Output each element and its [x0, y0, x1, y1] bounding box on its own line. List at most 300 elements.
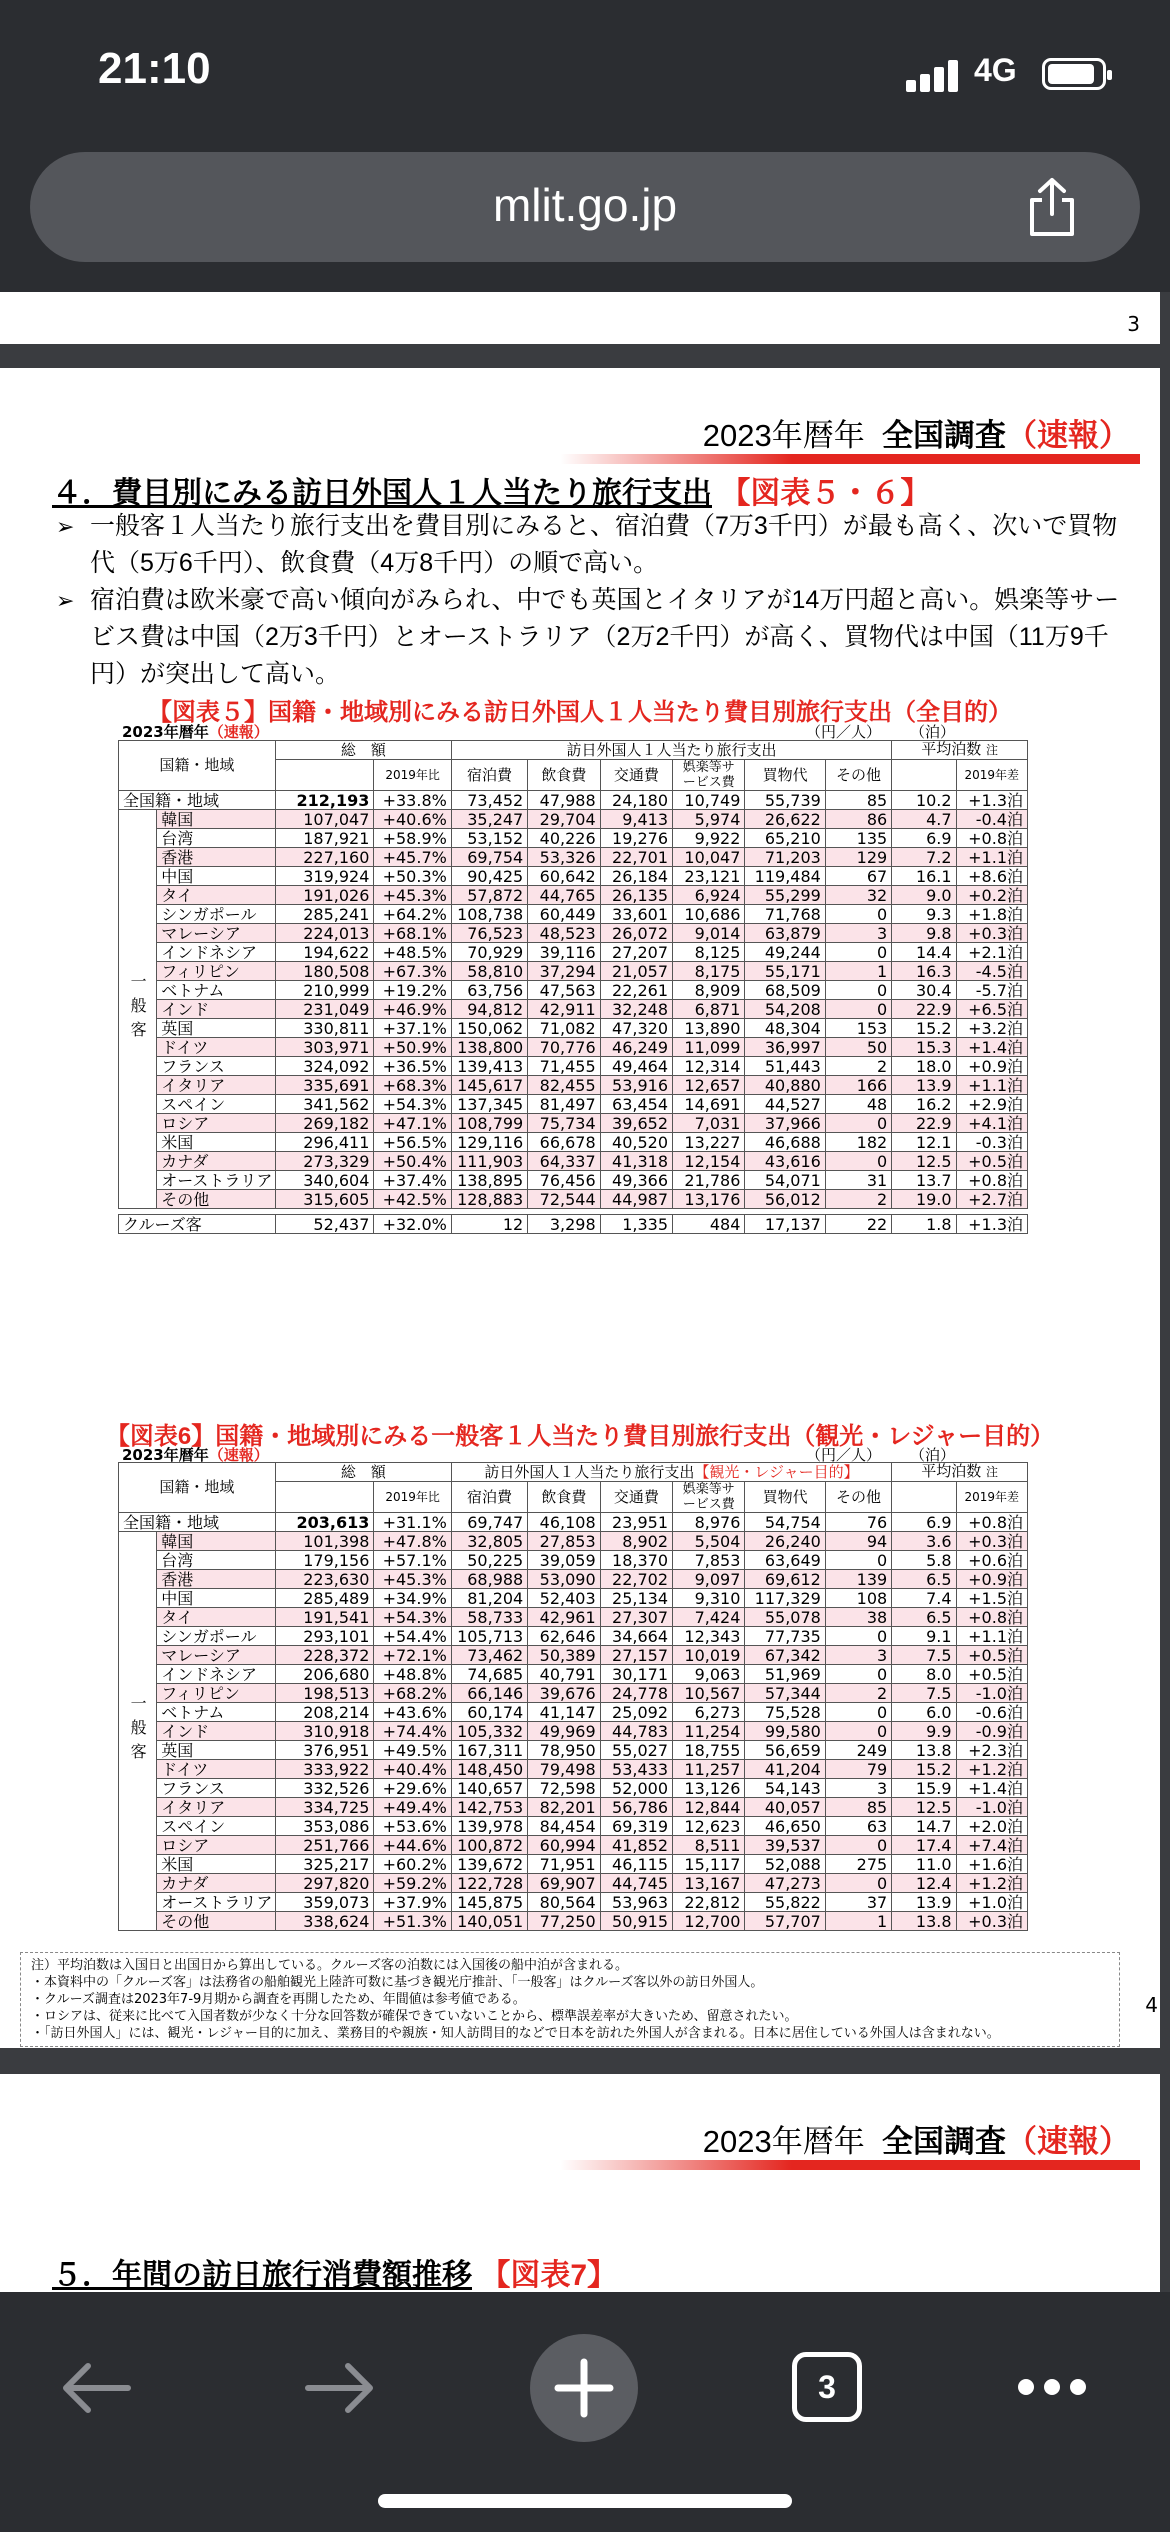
- table-cell: 122,728: [451, 1874, 527, 1893]
- row-label: ドイツ: [157, 1760, 276, 1779]
- table-cell: -4.5泊: [956, 962, 1027, 981]
- table-cell: 78,950: [528, 1741, 600, 1760]
- table-cell: +0.9泊: [956, 1057, 1027, 1076]
- page-header: [703, 410, 1130, 455]
- col-entertainment: 娯楽等サービス費: [673, 1482, 745, 1513]
- section-title: ５．年間の訪日旅行消費額推移: [52, 2259, 472, 2292]
- table-cell: +64.2%: [374, 905, 451, 924]
- table-row: [119, 848, 1028, 867]
- row-label: ロシア: [157, 1114, 276, 1133]
- row-label: カナダ: [157, 1874, 276, 1893]
- table-cell: 72,598: [528, 1779, 600, 1798]
- table-cell: 46,650: [745, 1817, 825, 1836]
- table-row: [119, 1114, 1028, 1133]
- table-cell: 101,398: [275, 1532, 374, 1551]
- table-cell: +48.8%: [374, 1665, 451, 1684]
- table-cell: 50,915: [600, 1912, 672, 1931]
- footnote-line: ・クルーズ調査は2023年7-9月期から調査を再開したため、年間値は参考値である。: [31, 1992, 526, 2007]
- table-cell: +1.6泊: [956, 1855, 1027, 1874]
- table-cell: 26,135: [600, 886, 672, 905]
- table-row: [119, 1608, 1028, 1627]
- url-text[interactable]: mlit.go.jp: [492, 179, 678, 231]
- table-cell: 75,528: [745, 1703, 825, 1722]
- table-cell: +2.1泊: [956, 943, 1027, 962]
- table-cell: 108,738: [451, 905, 527, 924]
- table-cell: 54,754: [745, 1513, 825, 1532]
- table-cell: 9,922: [673, 829, 745, 848]
- row-label: フランス: [157, 1057, 276, 1076]
- table-cell: 15.9: [892, 1779, 956, 1798]
- col-food: 飲食費: [528, 1482, 600, 1513]
- table-cell: 66,146: [451, 1684, 527, 1703]
- table-cell: 31: [825, 1171, 891, 1190]
- table-cell: 32,248: [600, 1000, 672, 1019]
- table-cell: 44,765: [528, 886, 600, 905]
- table-cell: 0: [825, 1152, 891, 1171]
- table-cell: +68.3%: [374, 1076, 451, 1095]
- col-nights: [892, 741, 1028, 760]
- footnote-line: ・本資料中の「クルーズ客」は法務省の船舶観光上陸許可数に基づき観光庁推計、「一般客」はクルーズ客以外の訪日外国人。: [31, 1975, 764, 1990]
- table-cell: 10,686: [673, 905, 745, 924]
- table-cell: 119,484: [745, 867, 825, 886]
- table-cell: 71,455: [528, 1057, 600, 1076]
- section-ref: 【図表５・６】: [720, 477, 931, 510]
- table-cell: +40.6%: [374, 810, 451, 829]
- table-row: [119, 924, 1028, 943]
- table-cell: +6.5泊: [956, 1000, 1027, 1019]
- table-cell: 43,616: [745, 1152, 825, 1171]
- table-cell: 26,072: [600, 924, 672, 943]
- bullet-1: ➢ 一般客１人当たり旅行支出を費目別にみると、宿泊費（7万3千円）が最も高く、次いで買物代（5万6千円）、飲食費（4万8千円）の順で高い。: [58, 508, 1138, 582]
- table-cell: 53,090: [528, 1570, 600, 1589]
- table-cell: +34.9%: [374, 1589, 451, 1608]
- table-cell: +1.4泊: [956, 1779, 1027, 1798]
- table-cell: -0.9泊: [956, 1722, 1027, 1741]
- table-cell: 5.8: [892, 1551, 956, 1570]
- table-cell: 12,657: [673, 1076, 745, 1095]
- table-cell: -0.4泊: [956, 810, 1027, 829]
- table-cell: 50,225: [451, 1551, 527, 1570]
- table-cell: +1.0泊: [956, 1893, 1027, 1912]
- table-cell: 53,152: [451, 829, 527, 848]
- table-row: [119, 1665, 1028, 1684]
- table-cell: 47,320: [600, 1019, 672, 1038]
- col-country: 国籍・地域: [119, 1463, 276, 1513]
- row-label: インド: [157, 1722, 276, 1741]
- table-row: [119, 1912, 1028, 1931]
- table-cell: 65,210: [745, 829, 825, 848]
- table-cell: 13,176: [673, 1190, 745, 1209]
- table-cell: 52,000: [600, 1779, 672, 1798]
- table-cell: 76,456: [528, 1171, 600, 1190]
- pdf-page-5: [0, 2074, 1160, 2292]
- group-label: 一般客: [119, 810, 157, 1209]
- table-cell: 9,063: [673, 1665, 745, 1684]
- table-cell: +1.2泊: [956, 1874, 1027, 1893]
- table-cell: 54,071: [745, 1171, 825, 1190]
- row-label: シンガポール: [157, 1627, 276, 1646]
- table-cell: 52,088: [745, 1855, 825, 1874]
- table-row: [119, 1855, 1028, 1874]
- table-cell: 249: [825, 1741, 891, 1760]
- table-cell: 13,890: [673, 1019, 745, 1038]
- table-cell: 7.5: [892, 1684, 956, 1703]
- page-number: 4: [1145, 1993, 1158, 2017]
- table-cell: 140,657: [451, 1779, 527, 1798]
- table-cell: +54.4%: [374, 1627, 451, 1646]
- table-cell: 48,523: [528, 924, 600, 943]
- table-cell: 8,909: [673, 981, 745, 1000]
- table-row: [119, 810, 1028, 829]
- table-cell: 340,604: [275, 1171, 374, 1190]
- table-cell: 71,082: [528, 1019, 600, 1038]
- table-cell: 129: [825, 848, 891, 867]
- table-cell: 85: [825, 791, 891, 810]
- table-cell: 30,171: [600, 1665, 672, 1684]
- row-label: フランス: [157, 1779, 276, 1798]
- table-cell: 53,963: [600, 1893, 672, 1912]
- table-cell: 16.3: [892, 962, 956, 981]
- row-label: 中国: [157, 867, 276, 886]
- table-cell: 8,175: [673, 962, 745, 981]
- table-cell: +68.2%: [374, 1684, 451, 1703]
- row-label: タイ: [157, 886, 276, 905]
- table-cell: 12.1: [892, 1133, 956, 1152]
- table-cell: 150,062: [451, 1019, 527, 1038]
- table-cell: +46.9%: [374, 1000, 451, 1019]
- chart5-title: 【図表５】国籍・地域別にみる訪日外国人１人当たり費目別旅行支出（全目的）: [148, 699, 1012, 726]
- table-cell: +59.2%: [374, 1874, 451, 1893]
- table-cell: 100,872: [451, 1836, 527, 1855]
- row-label: 韓国: [157, 810, 276, 829]
- table-cell: 0: [825, 1703, 891, 1722]
- table-cell: 251,766: [275, 1836, 374, 1855]
- forward-icon[interactable]: [302, 2360, 378, 2416]
- table-cell: 359,073: [275, 1893, 374, 1912]
- table-cell: -0.3泊: [956, 1133, 1027, 1152]
- table-cell: 90,425: [451, 867, 527, 886]
- table-cell: 52,403: [528, 1589, 600, 1608]
- table-row: [119, 886, 1028, 905]
- table-cell: 7.4: [892, 1589, 956, 1608]
- table-cell: 53,433: [600, 1760, 672, 1779]
- more-icon[interactable]: [1016, 2376, 1088, 2398]
- table-cell: +43.6%: [374, 1703, 451, 1722]
- row-label: 英国: [157, 1741, 276, 1760]
- row-label: 台湾: [157, 829, 276, 848]
- row-label: インドネシア: [157, 943, 276, 962]
- table-cell: 0: [825, 1000, 891, 1019]
- table-cell: 8,511: [673, 1836, 745, 1855]
- table-cell: 6,924: [673, 886, 745, 905]
- table-cell: 76: [825, 1513, 891, 1532]
- table-cell: 54,143: [745, 1779, 825, 1798]
- table-cell: +36.5%: [374, 1057, 451, 1076]
- table-cell: 208,214: [275, 1703, 374, 1722]
- table-cell: 15.2: [892, 1019, 956, 1038]
- table-cell: 40,520: [600, 1133, 672, 1152]
- table-cell: 145,617: [451, 1076, 527, 1095]
- chart5-table: [118, 740, 1028, 1234]
- table-cell: 50,389: [528, 1646, 600, 1665]
- table-cell: +1.2泊: [956, 1760, 1027, 1779]
- share-icon[interactable]: [1022, 176, 1082, 240]
- tabs-button[interactable]: 3: [792, 2352, 862, 2422]
- table-cell: +53.6%: [374, 1817, 451, 1836]
- col-vs2019: 2019年比: [374, 1482, 451, 1513]
- row-label: ドイツ: [157, 1038, 276, 1057]
- table-row: [119, 867, 1028, 886]
- page-viewport[interactable]: [0, 292, 1170, 2292]
- table-cell: +37.1%: [374, 1019, 451, 1038]
- table-cell: 7.5: [892, 1646, 956, 1665]
- table-cell: 41,147: [528, 1703, 600, 1722]
- row-label: 台湾: [157, 1551, 276, 1570]
- table-cell: 182: [825, 1133, 891, 1152]
- table-cell: 3.6: [892, 1532, 956, 1551]
- table-cell: 228,372: [275, 1646, 374, 1665]
- table-cell: 7.2: [892, 848, 956, 867]
- table-cell: 10,567: [673, 1684, 745, 1703]
- table-cell: 51,969: [745, 1665, 825, 1684]
- table-cell: +0.8泊: [956, 1608, 1027, 1627]
- table-cell: +0.9泊: [956, 1570, 1027, 1589]
- table-cell: 285,489: [275, 1589, 374, 1608]
- table-cell: +50.3%: [374, 867, 451, 886]
- table-cell: 11,254: [673, 1722, 745, 1741]
- chart6-unit-yen: （円／人）: [806, 1446, 882, 1464]
- table-cell: +33.8%: [374, 791, 451, 810]
- table-cell: 297,820: [275, 1874, 374, 1893]
- table-cell: +47.1%: [374, 1114, 451, 1133]
- table-cell: 3: [825, 924, 891, 943]
- table-cell: 9.3: [892, 905, 956, 924]
- new-tab-icon[interactable]: [530, 2334, 638, 2442]
- table-cell: 148,450: [451, 1760, 527, 1779]
- table-cell: 68,509: [745, 981, 825, 1000]
- battery-icon: [1042, 58, 1106, 90]
- table-cell: 139,413: [451, 1057, 527, 1076]
- table-cell: 19.0: [892, 1190, 956, 1209]
- chart5-unit-yen: （円／人）: [806, 723, 882, 741]
- table-row: [119, 1038, 1028, 1057]
- table-cell: 77,250: [528, 1912, 600, 1931]
- table-cell: 191,541: [275, 1608, 374, 1627]
- table-cell: +0.2泊: [956, 886, 1027, 905]
- table-cell: 60,449: [528, 905, 600, 924]
- col-group: 訪日外国人１人当たり旅行支出: [451, 741, 891, 760]
- table-cell: 12: [451, 1215, 527, 1234]
- table-cell: 58,810: [451, 962, 527, 981]
- table-cell: 0: [825, 1665, 891, 1684]
- table-cell: 37,966: [745, 1114, 825, 1133]
- table-cell: 55,027: [600, 1741, 672, 1760]
- table-cell: +29.6%: [374, 1779, 451, 1798]
- table-cell: +0.3泊: [956, 1912, 1027, 1931]
- table-cell: 6.5: [892, 1608, 956, 1627]
- table-cell: 1.8: [892, 1215, 956, 1234]
- table-cell: 81,204: [451, 1589, 527, 1608]
- table-cell: +45.3%: [374, 886, 451, 905]
- col-transport: 交通費: [600, 760, 672, 791]
- table-cell: 37,294: [528, 962, 600, 981]
- col-group: [451, 1463, 891, 1482]
- table-cell: 70,929: [451, 943, 527, 962]
- table-row: [119, 1646, 1028, 1665]
- table-cell: 296,411: [275, 1133, 374, 1152]
- table-cell: 44,783: [600, 1722, 672, 1741]
- table-cell: 60,174: [451, 1703, 527, 1722]
- table-cell: 11,099: [673, 1038, 745, 1057]
- table-cell: 12,844: [673, 1798, 745, 1817]
- table-cell: 80,564: [528, 1893, 600, 1912]
- table-cell: 140,051: [451, 1912, 527, 1931]
- table-cell: 191,026: [275, 886, 374, 905]
- table-cell: 69,907: [528, 1874, 600, 1893]
- table-cell: 210,999: [275, 981, 374, 1000]
- table-cell: 153: [825, 1019, 891, 1038]
- table-cell: 223,630: [275, 1570, 374, 1589]
- table-cell: 139,978: [451, 1817, 527, 1836]
- table-cell: 105,713: [451, 1627, 527, 1646]
- table-cell: +49.4%: [374, 1798, 451, 1817]
- table-cell: 24,180: [600, 791, 672, 810]
- table-cell: 26,622: [745, 810, 825, 829]
- back-icon[interactable]: [58, 2360, 134, 2416]
- table-cell: 69,319: [600, 1817, 672, 1836]
- table-cell: 39,676: [528, 1684, 600, 1703]
- footnote-line: ・「訪日外国人」には、観光・レジャー目的に加え、業務目的や親族・知人訪問目的などで日本を訪れた外国人が含まれる。日本に居住している外国人は含まれない。: [31, 2026, 1000, 2041]
- table-cell: 44,527: [745, 1095, 825, 1114]
- row-label: 中国: [157, 1589, 276, 1608]
- table-cell: 22.9: [892, 1114, 956, 1133]
- row-label: 英国: [157, 1019, 276, 1038]
- table-cell: +45.7%: [374, 848, 451, 867]
- table-cell: +0.8泊: [956, 829, 1027, 848]
- table-cell: 86: [825, 810, 891, 829]
- col-transport: 交通費: [600, 1482, 672, 1513]
- table-cell: 6,273: [673, 1703, 745, 1722]
- col-other: その他: [825, 1482, 891, 1513]
- row-label: その他: [157, 1190, 276, 1209]
- table-cell: 18,370: [600, 1551, 672, 1570]
- chart6-table: [118, 1462, 1028, 1931]
- table-cell: 60,994: [528, 1836, 600, 1855]
- table-cell: 224,013: [275, 924, 374, 943]
- table-cell: 55,171: [745, 962, 825, 981]
- table-cell: 11.0: [892, 1855, 956, 1874]
- table-cell: +0.8泊: [956, 1513, 1027, 1532]
- table-cell: 319,924: [275, 867, 374, 886]
- table-cell: 353,086: [275, 1817, 374, 1836]
- table-cell: 10,749: [673, 791, 745, 810]
- table-cell: 203,613: [275, 1513, 374, 1532]
- table-cell: 40,057: [745, 1798, 825, 1817]
- table-cell: 57,707: [745, 1912, 825, 1931]
- row-label: クルーズ客: [119, 1215, 276, 1234]
- table-cell: 7,853: [673, 1551, 745, 1570]
- table-cell: +0.6泊: [956, 1551, 1027, 1570]
- table-cell: 7,031: [673, 1114, 745, 1133]
- table-cell: 29,704: [528, 810, 600, 829]
- table-cell: 26,184: [600, 867, 672, 886]
- table-cell: 11,257: [673, 1760, 745, 1779]
- table-cell: 77,735: [745, 1627, 825, 1646]
- table-cell: 22,261: [600, 981, 672, 1000]
- table-cell: 21,786: [673, 1171, 745, 1190]
- table-cell: 73,462: [451, 1646, 527, 1665]
- section-heading: [52, 468, 930, 512]
- table-cell: +19.2%: [374, 981, 451, 1000]
- table-cell: 139: [825, 1570, 891, 1589]
- network-type: 4G: [974, 52, 1017, 88]
- table-cell: 71,203: [745, 848, 825, 867]
- pdf-page-4: [0, 368, 1160, 2048]
- table-cell: +54.3%: [374, 1095, 451, 1114]
- section-title: ４．費目別にみる訪日外国人１人当たり旅行支出: [52, 477, 712, 510]
- table-cell: 37: [825, 1893, 891, 1912]
- table-cell: 27,307: [600, 1608, 672, 1627]
- table-cell: -1.0泊: [956, 1798, 1027, 1817]
- table-cell: 25,134: [600, 1589, 672, 1608]
- table-cell: +37.9%: [374, 1893, 451, 1912]
- row-label: その他: [157, 1912, 276, 1931]
- table-cell: +2.7泊: [956, 1190, 1027, 1209]
- page-header: [703, 2116, 1130, 2161]
- table-cell: 7,424: [673, 1608, 745, 1627]
- table-row: [119, 1000, 1028, 1019]
- table-cell: 15.2: [892, 1760, 956, 1779]
- table-cell: 2: [825, 1684, 891, 1703]
- table-cell: 139,672: [451, 1855, 527, 1874]
- table-cell: 338,624: [275, 1912, 374, 1931]
- table-cell: 484: [673, 1215, 745, 1234]
- row-label: イタリア: [157, 1798, 276, 1817]
- table-row: [119, 905, 1028, 924]
- row-label: ベトナム: [157, 1703, 276, 1722]
- table-cell: 6,871: [673, 1000, 745, 1019]
- table-cell: 227,160: [275, 848, 374, 867]
- table-cell: +47.8%: [374, 1532, 451, 1551]
- address-bar[interactable]: [30, 152, 1140, 262]
- table-cell: 71,951: [528, 1855, 600, 1874]
- table-cell: 47,988: [528, 791, 600, 810]
- table-cell: 79,498: [528, 1760, 600, 1779]
- table-cell: 3,298: [528, 1215, 600, 1234]
- section-heading: [52, 2250, 617, 2292]
- table-row: [119, 1627, 1028, 1646]
- table-cell: 330,811: [275, 1019, 374, 1038]
- table-cell: 16.2: [892, 1095, 956, 1114]
- table-cell: 180,508: [275, 962, 374, 981]
- table-cell: 324,092: [275, 1057, 374, 1076]
- table-cell: 53,916: [600, 1076, 672, 1095]
- table-cell: 82,455: [528, 1076, 600, 1095]
- table-cell: 58,733: [451, 1608, 527, 1627]
- table-cell: 56,659: [745, 1741, 825, 1760]
- table-cell: 47,563: [528, 981, 600, 1000]
- table-cell: +1.3泊: [956, 791, 1027, 810]
- table-cell: 12.4: [892, 1874, 956, 1893]
- table-cell: 212,193: [275, 791, 374, 810]
- table-cell: 2: [825, 1057, 891, 1076]
- pdf-page-3: [0, 292, 1160, 344]
- header-rule: [560, 454, 1140, 464]
- home-indicator[interactable]: [378, 2494, 792, 2508]
- table-cell: +4.1泊: [956, 1114, 1027, 1133]
- table-cell: +45.3%: [374, 1570, 451, 1589]
- table-cell: +37.4%: [374, 1171, 451, 1190]
